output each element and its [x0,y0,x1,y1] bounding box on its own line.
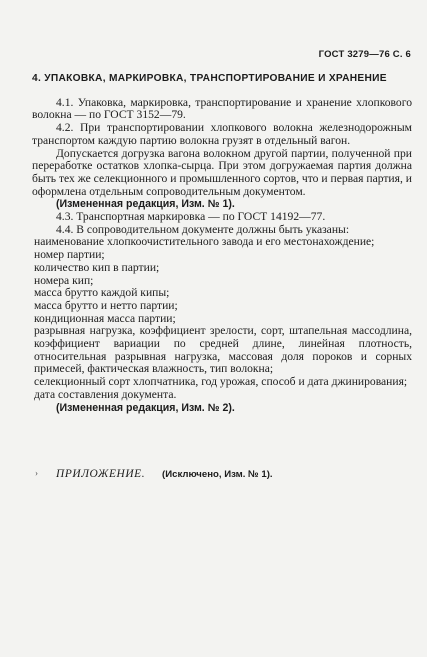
list-item: номера кип; [34,273,94,287]
paragraph-4-3: 4.3. Транспортная маркировка — по ГОСТ 14192—77. [56,210,326,224]
paragraph-4-1: 4.1. Упаковка, маркировка, транспортирование и хранение хлопкового волокна — по ГОСТ 3152—79. [32,95,412,122]
list-item: селекционный сорт хлопчатника, год урожая, способ и дата джинирования; [34,375,408,389]
list-item: масса брутто и нетто партии; [34,298,178,312]
appendix-line [56,468,273,480]
list-item: дата составления документа. [34,387,177,401]
appendix-title: ПРИЛОЖЕНИЕ. [56,468,146,480]
list-item: масса брутто каждой кипы; [34,286,170,300]
paragraph-4-4: 4.4. В сопроводительном документе должны быть указаны: [56,222,350,236]
amendment-note-2: (Измененная редакция, Изм. № 2). [56,401,235,414]
page-header-standard-ref: ГОСТ 3279—76 С. 6 [318,49,411,60]
paragraph-4-2: 4.2. При транспортировании хлопкового волокна железнодорожным транспортом каждую партию волокна грузят в отдельный вагон. [32,121,412,147]
list-item: разрывная нагрузка, коэффициент зрелости, сорт, штапельная массодлина, коэффициент вариации по средней длине, линейная плотность, относительная разрывная нагрузка, массовая доля пороков и сорных примесей, фактическая влажность, тип волокна; [34,324,412,376]
list-item: наименование хлопкоочистительного завода и его местонахождение; [34,235,375,249]
section-body [32,73,412,414]
list-item: количество кип в партии; [34,260,160,274]
section-title: 4. УПАКОВКА, МАРКИРОВКА, ТРАНСПОРТИРОВАНИЕ И ХРАНЕНИЕ [32,73,387,84]
amendment-note-1: (Измененная редакция, Изм. № 1). [56,198,235,211]
paragraph-additional-loading: Допускается догрузка вагона волокном другой партии, полученной при переработке остатков хлопка-сырца. При этом догружаемая партия должна быть тех же селекционного и промышленного сортов, что и первая партия, и оформлена отдельным сопроводительным документом. [32,146,412,198]
margin-mark: › [35,468,38,478]
list-item: кондиционная масса партии; [34,311,176,325]
list-item: номер партии; [34,248,105,262]
appendix-note: (Исключено, Изм. № 1). [162,469,273,480]
